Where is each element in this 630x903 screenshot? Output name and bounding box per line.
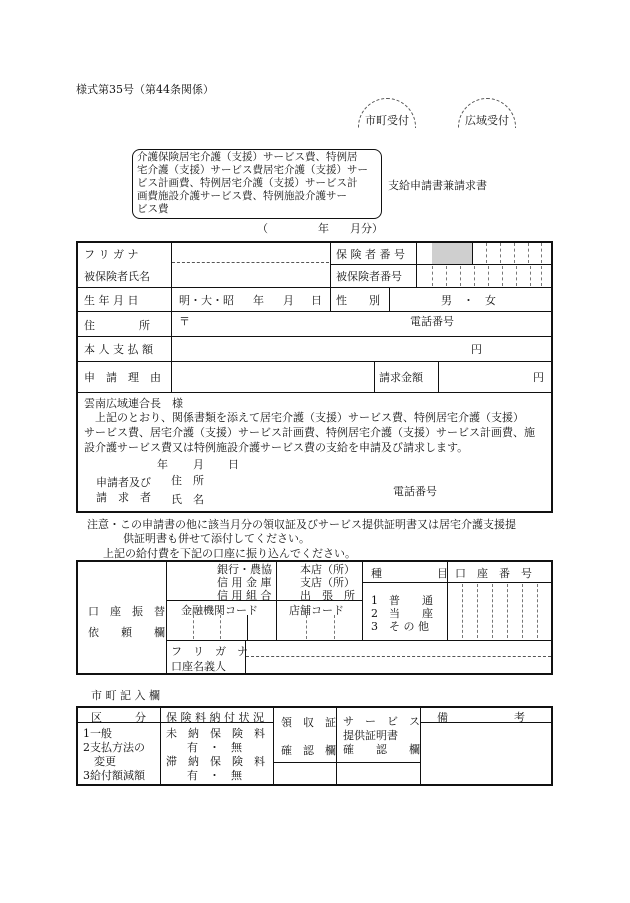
title-line-4: 画費施設介護サービス費、特例施設介護サー (137, 190, 347, 202)
birth-month: 月 (283, 294, 294, 307)
note-line-2: 供証明書も併せて添付してください。 (123, 532, 310, 545)
branch-code-label: 店舗コード (289, 604, 344, 617)
birthdate-label: 生 年 月 日 (84, 294, 139, 307)
inst-code-label: 金融機関コード (181, 604, 258, 617)
body-line-2: サービス費、居宅介護（支援）サービス計画費、特例居宅介護（支援）サービス計画費、施 (84, 426, 535, 439)
premium-line-1: 未 納 保 険 料 (166, 727, 265, 740)
postal-mark: 〒 (179, 315, 190, 328)
applicant-address: 住 所 (171, 474, 204, 487)
city-reception-stamp (358, 98, 416, 128)
account-type-header: 種 目 (371, 567, 448, 580)
phone-label: 電話番号 (410, 315, 454, 328)
address-label: 住 所 (84, 319, 150, 332)
service-header-3: 確 認 欄 (343, 743, 420, 756)
inst-type-2: 信 用 金 庫 (217, 576, 272, 589)
account-type-option-2: 2 当 座 (371, 607, 433, 620)
city-reception-label: 市町受付 (365, 114, 409, 127)
applicant-name: 氏 名 (171, 493, 204, 506)
applicant-phone: 電話番号 (393, 485, 437, 498)
form-id: 様式第35号（第44条関係） (76, 83, 214, 96)
branch-type-1: 本店（所） (300, 563, 355, 576)
insurer-number-shaded (432, 243, 472, 264)
date-day: 日 (228, 458, 239, 471)
premium-header: 保 険 料 納 付 状 況 (166, 711, 264, 724)
regional-reception-stamp (458, 98, 516, 128)
sex-options: 男 ・ 女 (441, 294, 496, 307)
premium-line-3: 滞 納 保 険 料 (166, 755, 265, 768)
payment-yen: 円 (471, 343, 482, 356)
city-section-title: 市 町 記 入 欄 (91, 689, 160, 702)
title-line-3: ビス計画費、特例居宅介護（支援）サービス計 (137, 177, 358, 189)
payment-label: 本 人 支 払 額 (84, 343, 153, 356)
claim-label: 請求金額 (379, 371, 423, 384)
category-item-2: 2支払方法の (83, 741, 145, 754)
period-open: （ (257, 222, 268, 235)
insured-number-label: 被保険者番号 (336, 270, 402, 283)
account-type-option-3: 3 そ の 他 (371, 620, 429, 633)
addressee: 雲南広域連合長 様 (84, 397, 183, 410)
period-year: 年 (318, 222, 329, 235)
applicant-label-2: 請 求 者 (96, 491, 151, 504)
inst-type-3: 信 用 組 合 (217, 589, 272, 602)
transfer-line: 上記の給付費を下記の口座に振り込んでください。 (103, 547, 356, 560)
birth-day: 日 (311, 294, 322, 307)
holder-label: 口座名義人 (171, 660, 226, 673)
service-header-2: 提供証明書 (343, 729, 398, 742)
category-item-3: 変更 (83, 755, 116, 768)
service-header-1: サ ー ビ ス (343, 715, 420, 728)
era-options: 明・大・昭 (179, 294, 234, 307)
bank-row-label-2: 依 頼 欄 (88, 626, 165, 639)
branch-type-2: 支店（所） (300, 576, 355, 589)
category-item-4: 3給付額減額 (83, 769, 145, 782)
date-month: 月 (193, 458, 204, 471)
birth-year: 年 (253, 294, 264, 307)
account-type-option-1: 1 普 通 (371, 594, 433, 607)
date-year: 年 (157, 458, 168, 471)
body-line-1: 上記のとおり、関係書類を添えて居宅介護（支援）サービス費、特例居宅介護（支援） (84, 411, 524, 424)
reason-label: 申 請 理 由 (84, 371, 161, 384)
holder-furigana-label: フ リ ガ ナ (171, 645, 248, 658)
period-month: 月分） (350, 222, 383, 235)
title-suffix: 支給申請書兼請求書 (388, 179, 487, 192)
category-header: 区 分 (91, 711, 146, 724)
inst-type-1: 銀行・農協 (217, 563, 272, 576)
title-line-2: 宅介護（支援）サービス費居宅介護（支援）サー (137, 164, 368, 176)
branch-type-3: 出 張 所 (300, 589, 355, 602)
furigana-label: フ リ ガ ナ (84, 248, 139, 261)
receipt-header-1: 領 収 証 (281, 716, 336, 729)
account-number-header: 口 座 番 号 (455, 567, 532, 580)
title-line-5: ビス費 (137, 203, 169, 215)
claim-yen: 円 (533, 371, 544, 384)
title-line-1: 介護保険居宅介護（支援）サービス費、特例居 (137, 151, 358, 163)
category-item-1: 1一般 (83, 727, 112, 740)
receipt-header-2: 確 認 欄 (281, 744, 336, 757)
premium-line-4: 有 ・ 無 (187, 769, 242, 782)
insurer-number-label: 保 険 者 番 号 (336, 248, 405, 261)
note-line-1: 注意・この申請書の他に該当月分の領収証及びサービス提供証明書又は居宅介護支援提 (87, 518, 516, 531)
bank-row-label-1: 口 座 振 替 (88, 605, 165, 618)
body-line-3: 設介護サービス費又は特例施設介護サービス費の支給を申請及び請求します。 (84, 441, 469, 454)
remarks-header: 備 考 (437, 711, 525, 724)
insured-name-label: 被保険者氏名 (84, 270, 150, 283)
sex-label: 性 別 (336, 294, 380, 307)
premium-line-2: 有 ・ 無 (187, 741, 242, 754)
regional-reception-label: 広域受付 (465, 114, 509, 127)
applicant-label-1: 申請者及び (96, 476, 151, 489)
